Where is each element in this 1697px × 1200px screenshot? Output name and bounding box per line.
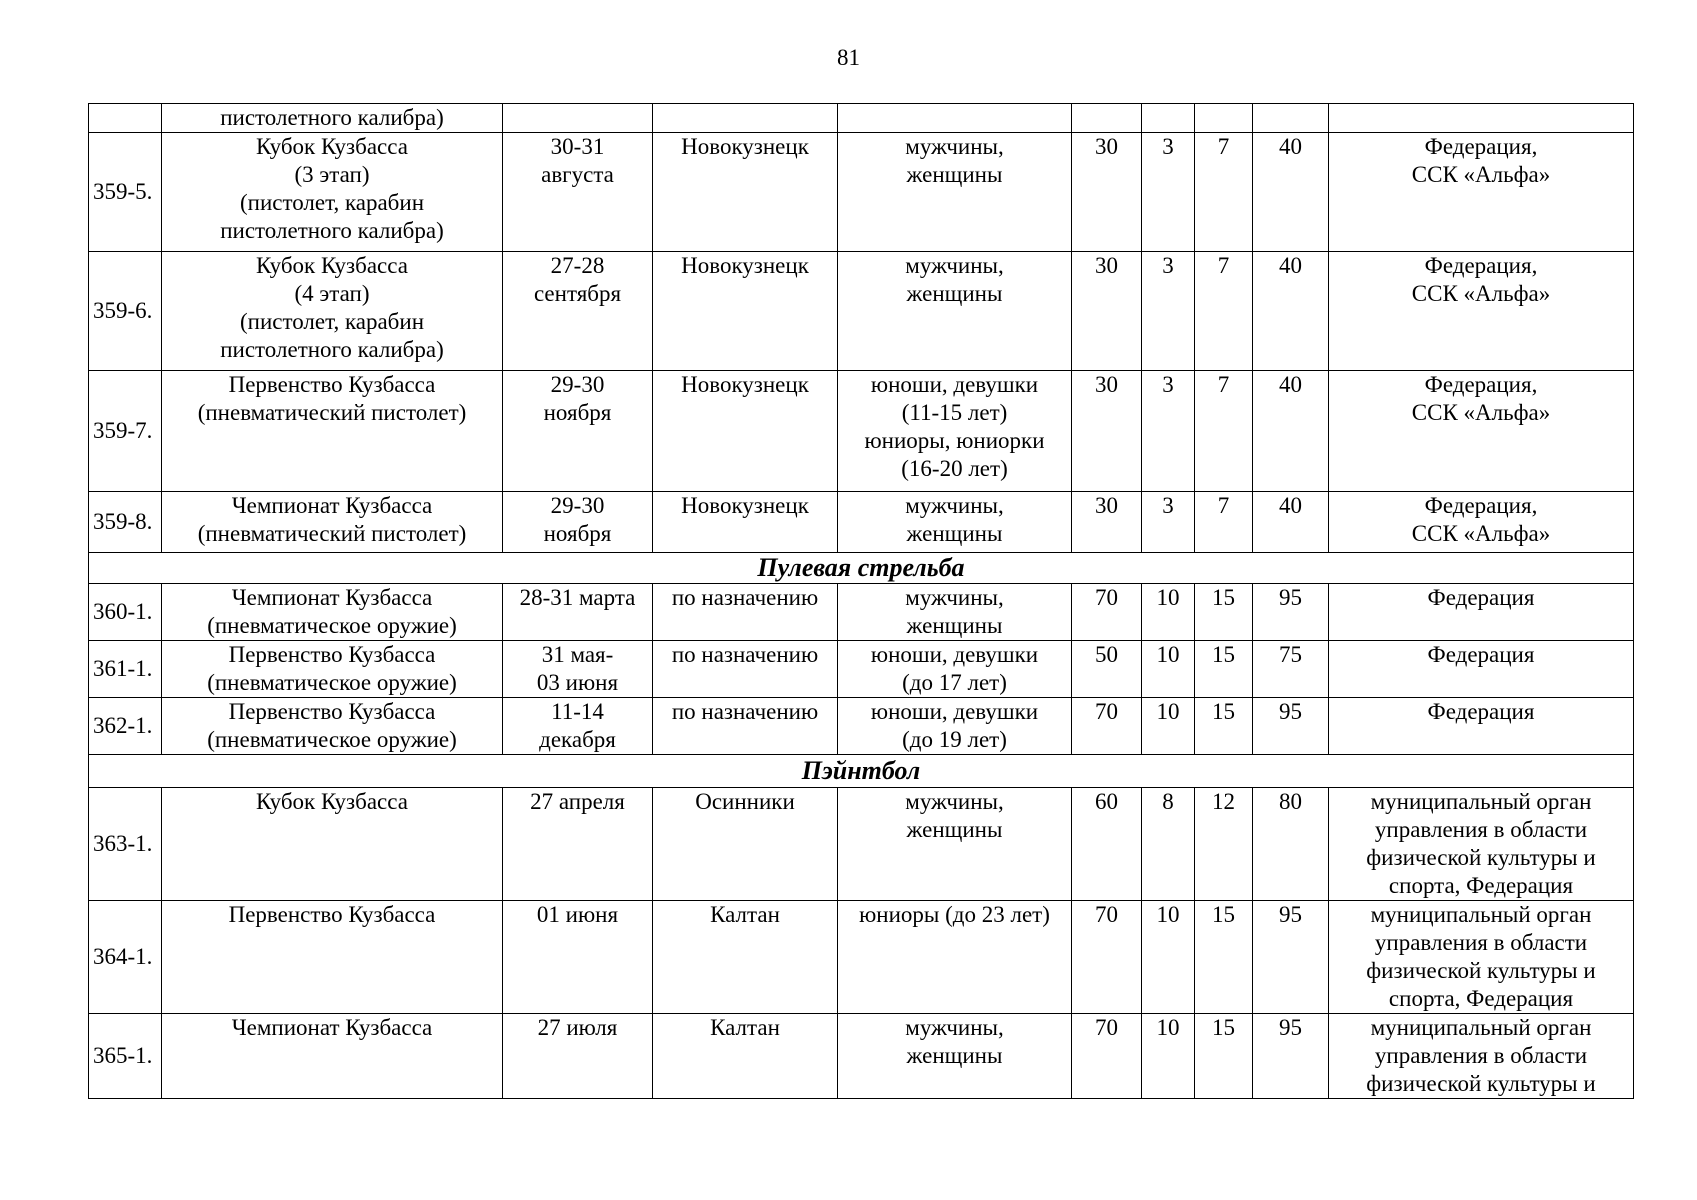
event-place bbox=[653, 104, 838, 133]
count-cell: 15 bbox=[1195, 641, 1253, 698]
table-row bbox=[89, 584, 1634, 641]
event-place: Калтан bbox=[653, 901, 838, 1014]
table-row bbox=[89, 698, 1634, 755]
count-cell: 70 bbox=[1072, 901, 1142, 1014]
event-participants: мужчины, женщины bbox=[838, 584, 1072, 641]
count-cell: 40 bbox=[1253, 371, 1329, 492]
event-date: 28-31 марта bbox=[503, 584, 653, 641]
section-row bbox=[89, 755, 1634, 788]
event-participants: юноши, девушки (до 17 лет) bbox=[838, 641, 1072, 698]
table-row bbox=[89, 371, 1634, 492]
section-row bbox=[89, 553, 1634, 584]
event-name: Кубок Кузбасса bbox=[162, 788, 503, 901]
table-row bbox=[89, 492, 1634, 553]
event-date: 27 июля bbox=[503, 1014, 653, 1099]
event-organizer: Федерация bbox=[1329, 641, 1634, 698]
table-row bbox=[89, 901, 1634, 1014]
count-cell: 95 bbox=[1253, 1014, 1329, 1099]
count-cell: 7 bbox=[1195, 133, 1253, 252]
row-number: 362-1. bbox=[89, 698, 162, 755]
event-organizer: Федерация bbox=[1329, 584, 1634, 641]
event-place: Новокузнецк bbox=[653, 133, 838, 252]
table-row bbox=[89, 1014, 1634, 1099]
event-organizer: муниципальный орган управления в области физической культуры и bbox=[1329, 1014, 1634, 1099]
event-date: 29-30 ноября bbox=[503, 492, 653, 553]
events-table bbox=[88, 103, 1634, 1099]
count-cell bbox=[1142, 104, 1195, 133]
count-cell: 30 bbox=[1072, 371, 1142, 492]
count-cell: 3 bbox=[1142, 492, 1195, 553]
row-number: 363-1. bbox=[89, 788, 162, 901]
event-date: 27-28 сентября bbox=[503, 252, 653, 371]
count-cell: 15 bbox=[1195, 901, 1253, 1014]
count-cell: 70 bbox=[1072, 1014, 1142, 1099]
count-cell: 3 bbox=[1142, 371, 1195, 492]
event-name: Первенство Кузбасса bbox=[162, 901, 503, 1014]
event-place: по назначению bbox=[653, 641, 838, 698]
event-date: 29-30 ноября bbox=[503, 371, 653, 492]
event-place: по назначению bbox=[653, 584, 838, 641]
table-row bbox=[89, 641, 1634, 698]
row-number bbox=[89, 104, 162, 133]
event-organizer: Федерация, ССК «Альфа» bbox=[1329, 252, 1634, 371]
count-cell bbox=[1195, 104, 1253, 133]
count-cell bbox=[1253, 104, 1329, 133]
row-number: 359-8. bbox=[89, 492, 162, 553]
row-number: 361-1. bbox=[89, 641, 162, 698]
event-organizer: муниципальный орган управления в области физической культуры и спорта, Федерация bbox=[1329, 788, 1634, 901]
row-number: 359-5. bbox=[89, 133, 162, 252]
count-cell: 7 bbox=[1195, 252, 1253, 371]
row-number: 359-7. bbox=[89, 371, 162, 492]
event-place: Осинники bbox=[653, 788, 838, 901]
count-cell: 40 bbox=[1253, 133, 1329, 252]
count-cell: 95 bbox=[1253, 584, 1329, 641]
count-cell: 70 bbox=[1072, 584, 1142, 641]
event-organizer bbox=[1329, 104, 1634, 133]
event-name: Первенство Кузбасса (пневматическое оружие) bbox=[162, 698, 503, 755]
count-cell: 10 bbox=[1142, 641, 1195, 698]
event-name: Первенство Кузбасса (пневматический пистолет) bbox=[162, 371, 503, 492]
event-participants: мужчины, женщины bbox=[838, 133, 1072, 252]
count-cell: 7 bbox=[1195, 371, 1253, 492]
event-organizer: муниципальный орган управления в области физической культуры и спорта, Федерация bbox=[1329, 901, 1634, 1014]
count-cell: 15 bbox=[1195, 698, 1253, 755]
count-cell: 70 bbox=[1072, 698, 1142, 755]
count-cell: 10 bbox=[1142, 698, 1195, 755]
event-place: Новокузнецк bbox=[653, 371, 838, 492]
event-date: 11-14 декабря bbox=[503, 698, 653, 755]
count-cell: 40 bbox=[1253, 252, 1329, 371]
row-number: 359-6. bbox=[89, 252, 162, 371]
count-cell: 60 bbox=[1072, 788, 1142, 901]
event-name: Кубок Кузбасса (4 этап) (пистолет, карабин пистолетного калибра) bbox=[162, 252, 503, 371]
event-participants: юноши, девушки (11-15 лет) юниоры, юниорки (16-20 лет) bbox=[838, 371, 1072, 492]
count-cell: 12 bbox=[1195, 788, 1253, 901]
section-title: Пэйнтбол bbox=[89, 755, 1634, 788]
event-participants bbox=[838, 104, 1072, 133]
table-row bbox=[89, 133, 1634, 252]
event-date bbox=[503, 104, 653, 133]
event-name: Чемпионат Кузбасса (пневматическое оружие) bbox=[162, 584, 503, 641]
count-cell: 40 bbox=[1253, 492, 1329, 553]
row-number: 365-1. bbox=[89, 1014, 162, 1099]
event-name: Кубок Кузбасса (3 этап) (пистолет, карабин пистолетного калибра) bbox=[162, 133, 503, 252]
count-cell: 7 bbox=[1195, 492, 1253, 553]
event-participants: мужчины, женщины bbox=[838, 492, 1072, 553]
event-participants: мужчины, женщины bbox=[838, 252, 1072, 371]
count-cell: 75 bbox=[1253, 641, 1329, 698]
count-cell: 80 bbox=[1253, 788, 1329, 901]
event-participants: мужчины, женщины bbox=[838, 788, 1072, 901]
count-cell: 3 bbox=[1142, 252, 1195, 371]
count-cell: 30 bbox=[1072, 492, 1142, 553]
count-cell: 3 bbox=[1142, 133, 1195, 252]
count-cell: 10 bbox=[1142, 1014, 1195, 1099]
event-organizer: Федерация, ССК «Альфа» bbox=[1329, 371, 1634, 492]
event-date: 27 апреля bbox=[503, 788, 653, 901]
event-date: 01 июня bbox=[503, 901, 653, 1014]
count-cell: 8 bbox=[1142, 788, 1195, 901]
event-place: Калтан bbox=[653, 1014, 838, 1099]
event-name: Чемпионат Кузбасса (пневматический пистолет) bbox=[162, 492, 503, 553]
count-cell: 15 bbox=[1195, 584, 1253, 641]
event-organizer: Федерация, ССК «Альфа» bbox=[1329, 492, 1634, 553]
count-cell: 30 bbox=[1072, 252, 1142, 371]
row-number: 360-1. bbox=[89, 584, 162, 641]
event-name: пистолетного калибра) bbox=[162, 104, 503, 133]
count-cell: 95 bbox=[1253, 698, 1329, 755]
table-row bbox=[89, 104, 1634, 133]
event-date: 30-31 августа bbox=[503, 133, 653, 252]
event-participants: мужчины, женщины bbox=[838, 1014, 1072, 1099]
event-name: Чемпионат Кузбасса bbox=[162, 1014, 503, 1099]
table-row bbox=[89, 252, 1634, 371]
event-organizer: Федерация bbox=[1329, 698, 1634, 755]
count-cell: 30 bbox=[1072, 133, 1142, 252]
page-number: 81 bbox=[837, 45, 860, 70]
count-cell: 15 bbox=[1195, 1014, 1253, 1099]
count-cell: 10 bbox=[1142, 901, 1195, 1014]
event-place: по назначению bbox=[653, 698, 838, 755]
count-cell: 95 bbox=[1253, 901, 1329, 1014]
table-row bbox=[89, 788, 1634, 901]
count-cell bbox=[1072, 104, 1142, 133]
count-cell: 10 bbox=[1142, 584, 1195, 641]
event-participants: юноши, девушки (до 19 лет) bbox=[838, 698, 1072, 755]
event-name: Первенство Кузбасса (пневматическое оружие) bbox=[162, 641, 503, 698]
event-organizer: Федерация, ССК «Альфа» bbox=[1329, 133, 1634, 252]
event-participants: юниоры (до 23 лет) bbox=[838, 901, 1072, 1014]
event-place: Новокузнецк bbox=[653, 252, 838, 371]
section-title: Пулевая стрельба bbox=[89, 553, 1634, 584]
event-date: 31 мая- 03 июня bbox=[503, 641, 653, 698]
row-number: 364-1. bbox=[89, 901, 162, 1014]
count-cell: 50 bbox=[1072, 641, 1142, 698]
event-place: Новокузнецк bbox=[653, 492, 838, 553]
